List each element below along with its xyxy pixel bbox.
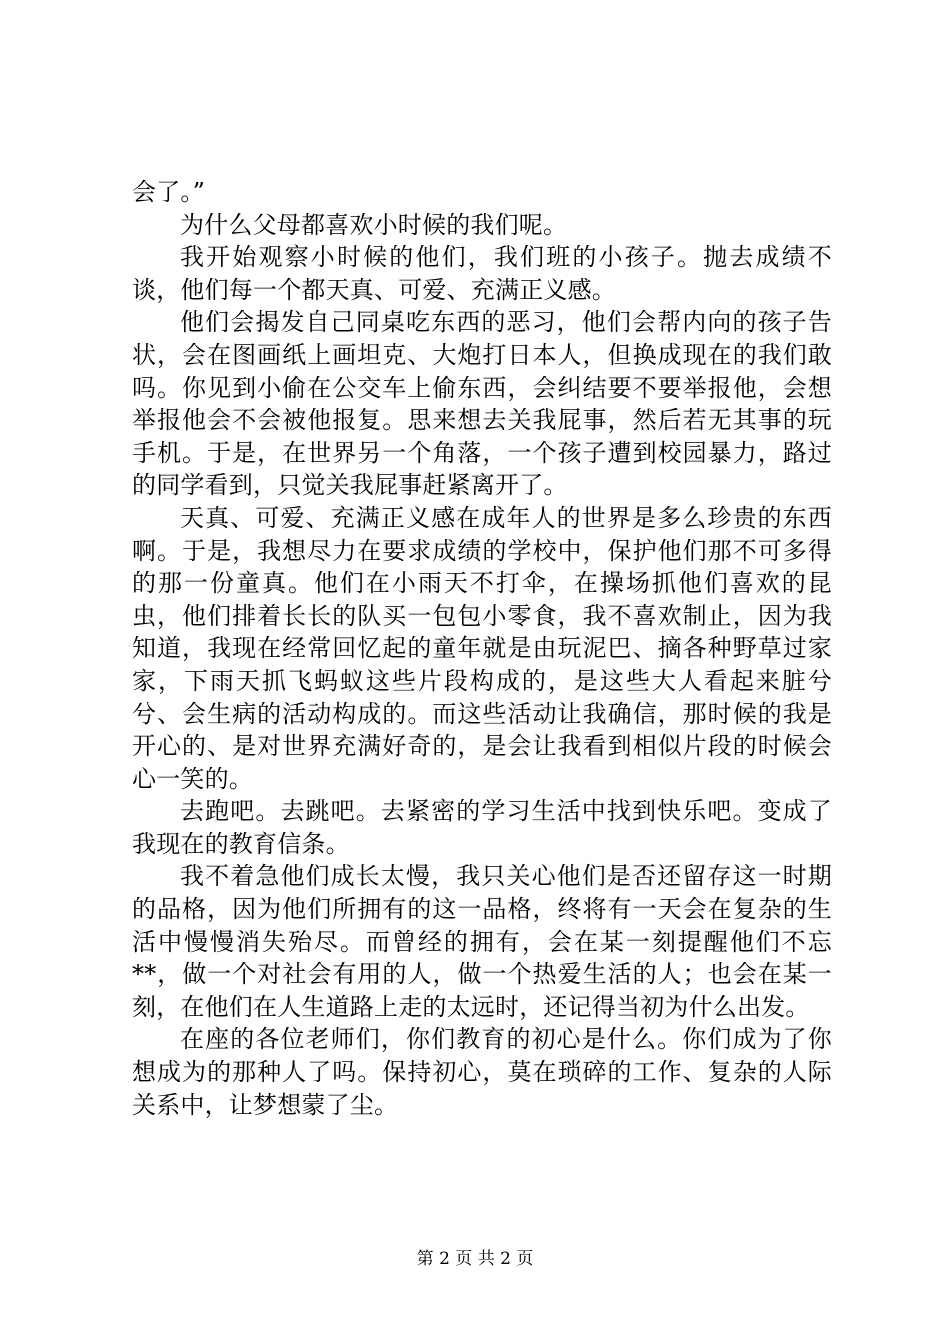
paragraph-2: 为什么父母都喜欢小时候的我们呢。	[180, 210, 568, 239]
paragraph-7: 我不着急他们成长太慢，我只关心他们是否还留存这一时期的品格，因为他们所拥有的这一品格，终将有一天会在复杂的生活中慢慢消失殆尽。而曾经的拥有，会在某一刻提醒他们不忘**，做一个对社会有用的人，做一个热爱生活的人；也会在某一刻，在他们在人生道路上走的太远时，还记得当初为什么出发。	[132, 862, 832, 1021]
paragraph-8: 在座的各位老师们，你们教育的初心是什么。你们成为了你想成为的那种人了吗。保持初心，莫在琐碎的工作、复杂的人际关系中，让梦想蒙了尘。	[132, 1025, 832, 1119]
paragraph-5: 天真、可爱、充满正义感在成年人的世界是多么珍贵的东西啊。于是，我想尽力在要求成绩的学校中，保护他们那不可多得的那一份童真。他们在小雨天不打伞，在操场抓他们喜欢的昆虫，他们排着长长的队买一包包小零食，我不喜欢制止，因为我知道，我现在经常回忆起的童年就是由玩泥巴、摘各种野草过家家，下雨天抓飞蚂蚁这些片段构成的，是这些大人看起来脏兮兮、会生病的活动构成的。而这些活动让我确信，那时候的我是开心的、是对世界充满好奇的，是会让我看到相似片段的时候会心一笑的。	[132, 503, 832, 793]
paragraph-3: 我开始观察小时候的他们，我们班的小孩子。抛去成绩不谈，他们每一个都天真、可爱、充满正义感。	[132, 243, 832, 304]
paragraph-4: 他们会揭发自己同桌吃东西的恶习，他们会帮内向的孩子告状，会在图画纸上画坦克、大炮打日本人，但换成现在的我们敢吗。你见到小偷在公交车上偷东西，会纠结要不要举报他，会想举报他会不会被他报复。思来想去关我屁事，然后若无其事的玩手机。于是，在世界另一个角落，一个孩子遭到校园暴力，路过的同学看到，只觉关我屁事赶紧离开了。	[132, 308, 832, 500]
paragraph-1: 会了。”	[132, 178, 206, 206]
document-body	[132, 176, 832, 1121]
page-footer: 第 2 页 共 2 页	[416, 1249, 534, 1269]
paragraph-6: 去跑吧。去跳吧。去紧密的学习生活中找到快乐吧。变成了我现在的教育信条。	[132, 797, 832, 858]
